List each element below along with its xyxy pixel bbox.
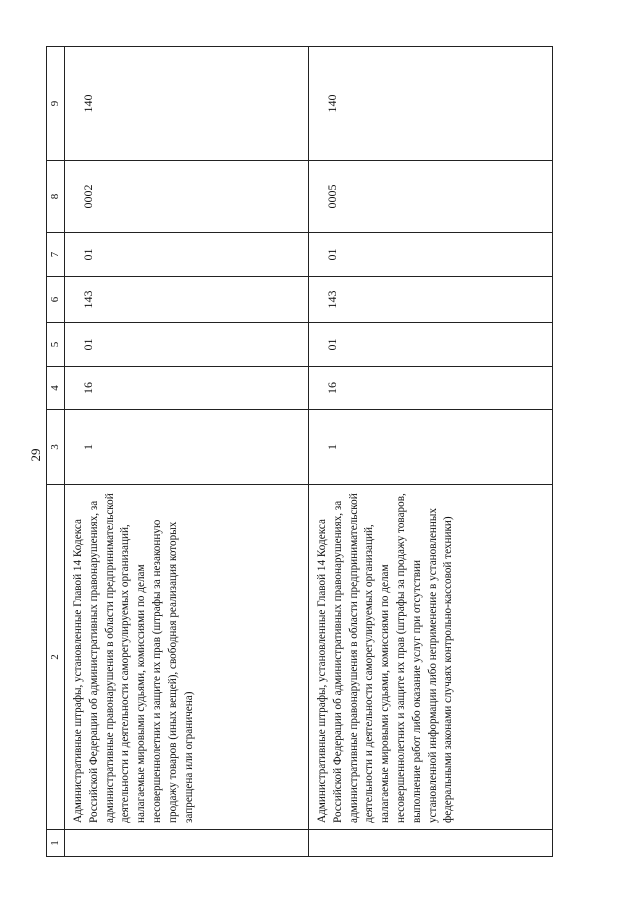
header-cell-1: 1 — [47, 830, 65, 857]
header-cell-6: 6 — [47, 277, 65, 323]
row-index-cell — [309, 830, 553, 857]
header-cell-4: 4 — [47, 367, 65, 410]
rotated-table-container — [46, 47, 519, 857]
row-index-cell — [65, 830, 309, 857]
col3-cell: 1 — [65, 410, 309, 485]
col6-cell: 143 — [65, 277, 309, 323]
header-cell-7: 7 — [47, 233, 65, 277]
col9-cell: 140 — [65, 47, 309, 161]
header-cell-5: 5 — [47, 323, 65, 367]
col7-cell: 01 — [309, 233, 553, 277]
col4-cell: 16 — [309, 367, 553, 410]
header-cell-8: 8 — [47, 161, 65, 233]
table-header-row — [47, 47, 65, 857]
col6-cell: 143 — [309, 277, 553, 323]
col8-cell: 0005 — [309, 161, 553, 233]
col5-cell: 01 — [309, 323, 553, 367]
col7-cell: 01 — [65, 233, 309, 277]
table-row — [65, 47, 309, 857]
col9-cell: 140 — [309, 47, 553, 161]
header-cell-3: 3 — [47, 410, 65, 485]
table-row — [309, 47, 553, 857]
description-cell: Административные штрафы, установленные Главой 14 Кодекса Российской Федерации об административных правонарушениях, за административные правонарушения в области предпринимательской деятельности и деятельности саморегулируемых организаций, налагаемые мировыми судьями, комиссиями по делам несовершеннолетних и защите их прав (штрафы за незаконную продажу товаров (иных вещей), свободная реализация которых запрещена или ограничена) — [65, 485, 309, 830]
col4-cell: 16 — [65, 367, 309, 410]
budget-classification-table — [46, 46, 553, 857]
description-cell: Административные штрафы, установленные Главой 14 Кодекса Российской Федерации об административных правонарушениях, за административные правонарушения в области предпринимательской деятельности и деятельности саморегулируемых организаций, налагаемые мировыми судьями, комиссиями по делам несовершеннолетних и защите их прав (штрафы за продажу товаров, выполнение работ либо оказание услуг при отсутствии установленной информации либо неприменение в установленных федеральными законами случаях контрольно-кассовой техники) — [309, 485, 553, 830]
col5-cell: 01 — [65, 323, 309, 367]
col3-cell: 1 — [309, 410, 553, 485]
page-number: 29 — [28, 448, 43, 462]
header-cell-9: 9 — [47, 47, 65, 161]
header-cell-2: 2 — [47, 485, 65, 830]
col8-cell: 0002 — [65, 161, 309, 233]
